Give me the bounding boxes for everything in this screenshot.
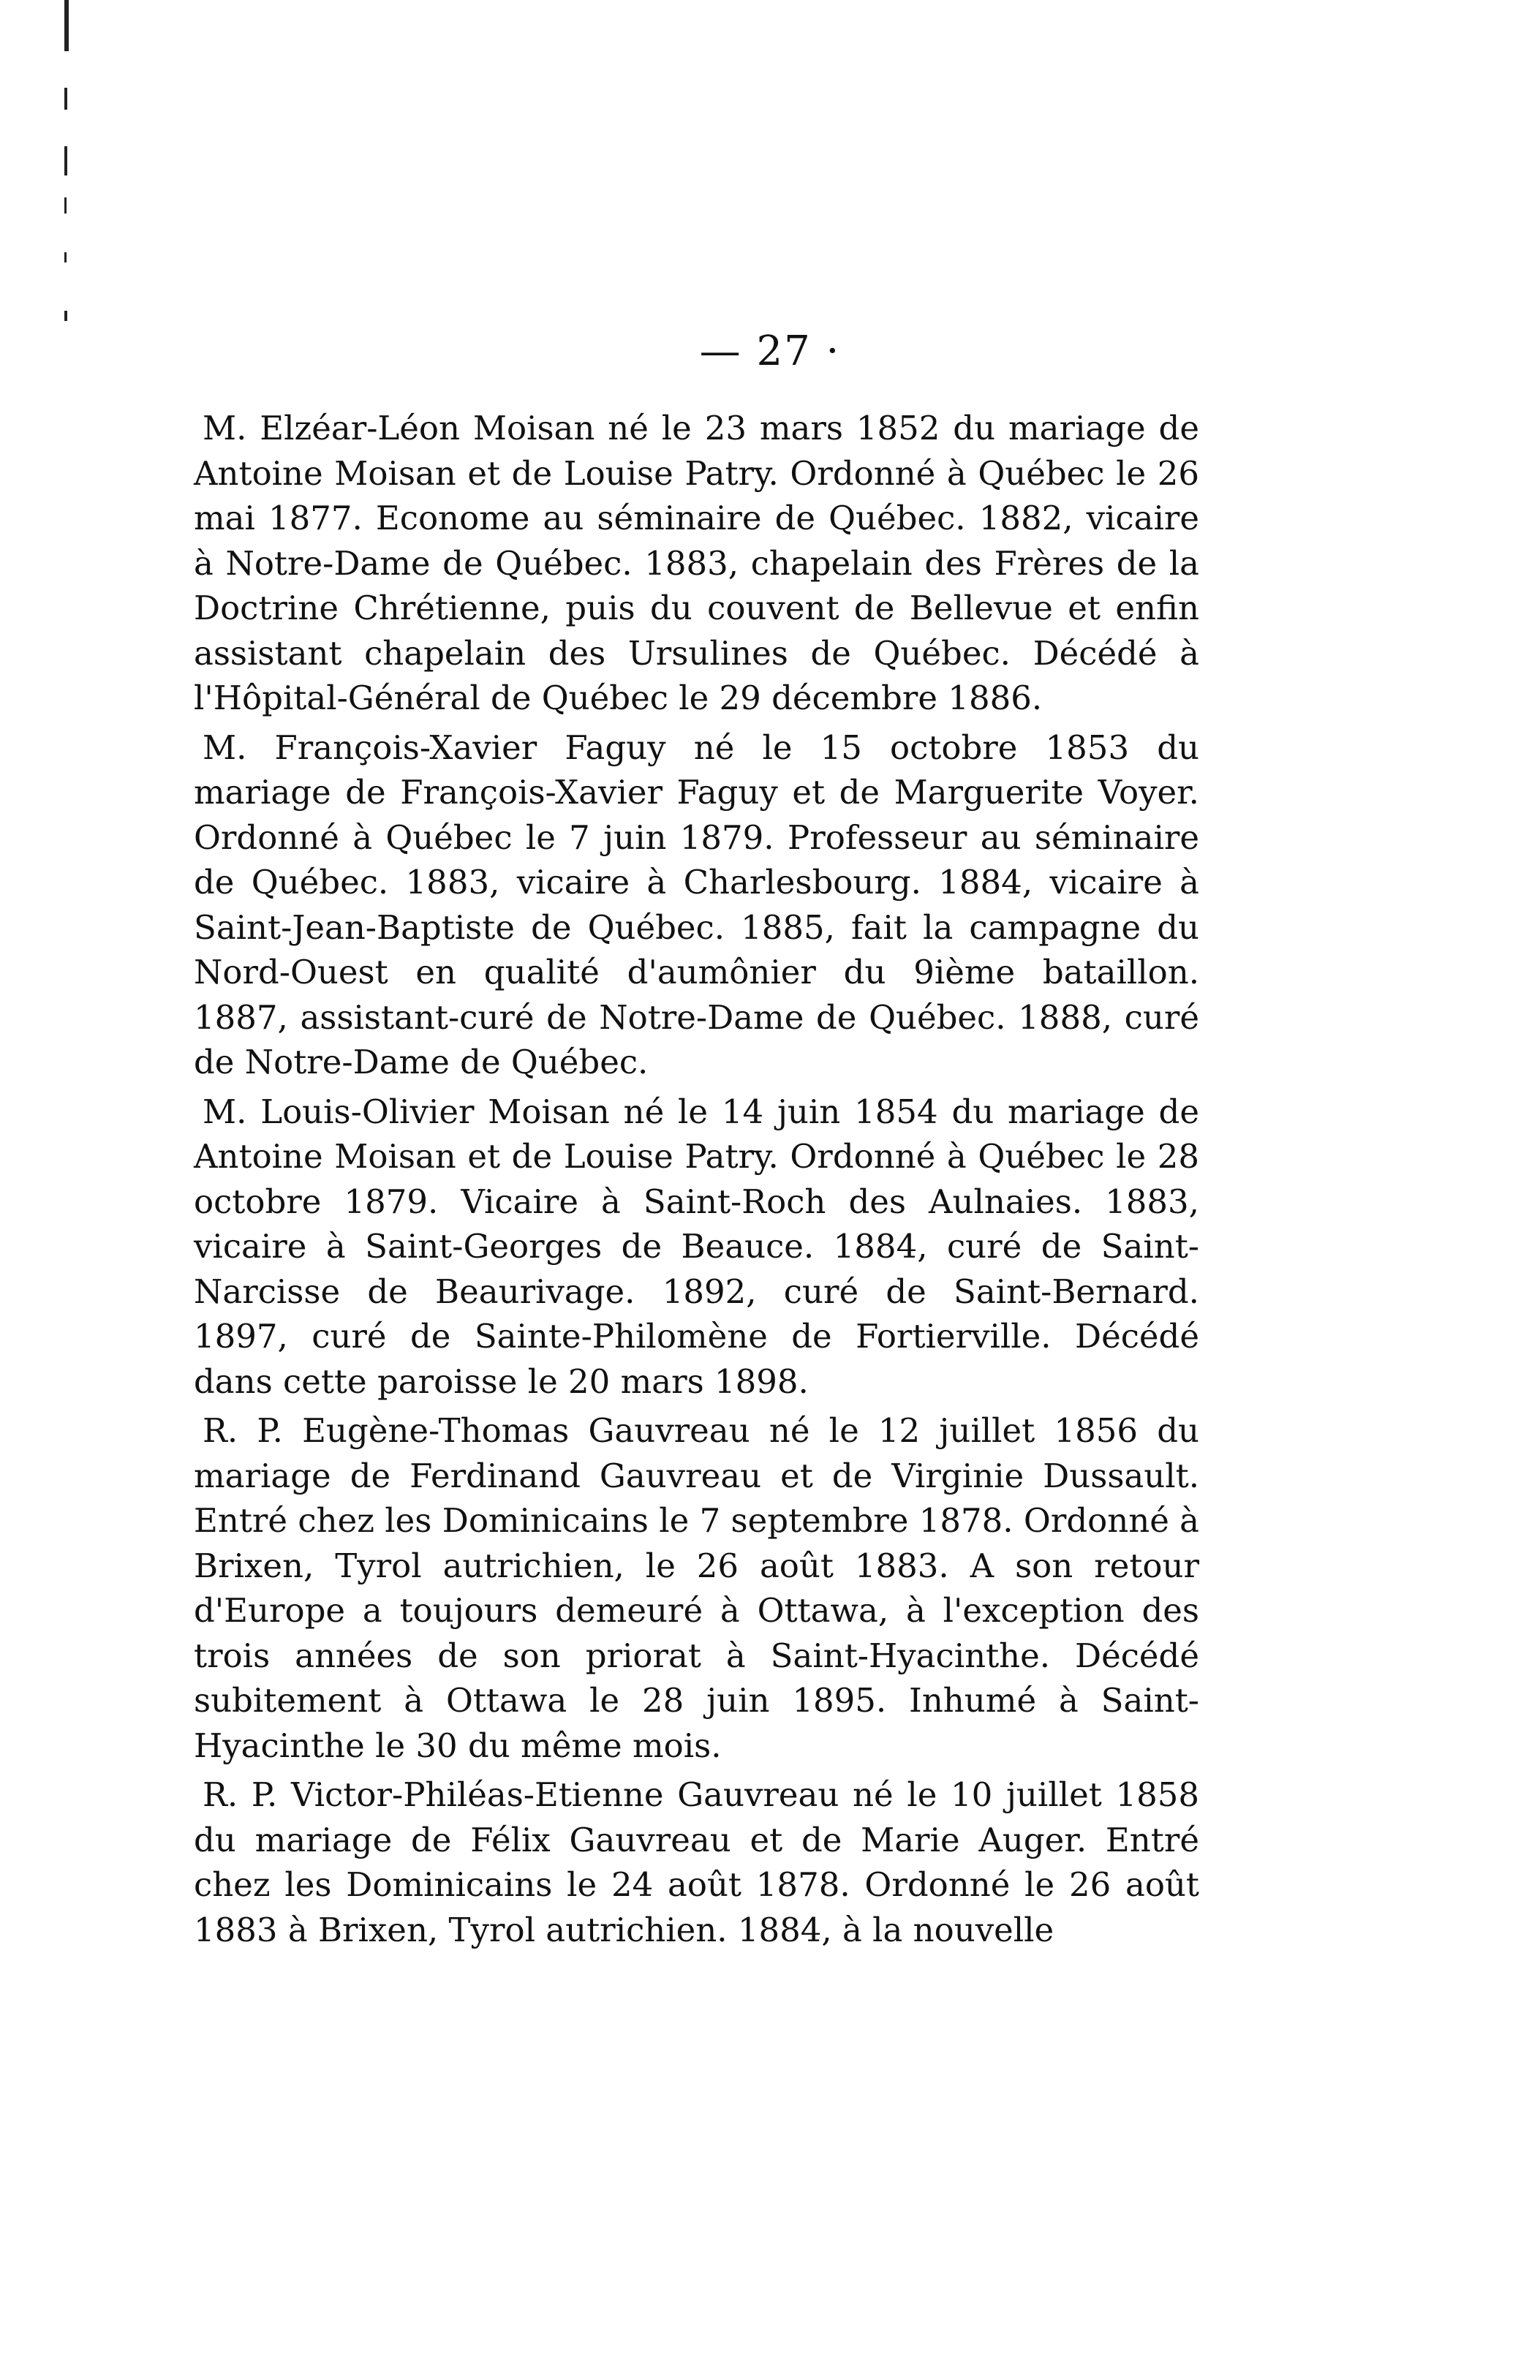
scan-edge-mark xyxy=(64,88,67,110)
body-text xyxy=(194,406,1199,1957)
scan-edge-mark xyxy=(64,252,67,262)
entry-eugene-thomas-gauvreau: R. P. Eugène-Thomas Gauvreau né le 12 juillet 1856 du mariage de Ferdinand Gauvreau et de Virginie Dussault. Entré chez les Dominicains le 7 septembre 1878. Ordonné à Brixen, Tyrol autrichien, le 26 août 1883. A son retour d'Europe a toujours demeuré à Ottawa, à l'exception des trois années de son priorat à Saint-Hyacinthe. Décédé subitement à Ottawa le 28 juin 1895. Inhumé à Saint-Hyacinthe le 30 du même mois. xyxy=(194,1411,1199,1765)
page-number: — 27 · xyxy=(699,328,841,375)
entry-francois-xavier-faguy: M. François-Xavier Faguy né le 15 octobre 1853 du mariage de François-Xavier Faguy et de Marguerite Voyer. Ordonné à Québec le 7 juin 1879. Professeur au séminaire de Québec. 1883, vicaire à Charlesbourg. 1884, vicaire à Saint-Jean-Baptiste de Québec. 1885, fait la campagne du Nord-Ouest en qualité d'aumônier du 9ième bataillon. 1887, assistant-curé de Notre-Dame de Québec. 1888, curé de Notre-Dame de Québec. xyxy=(194,728,1199,1081)
entry-victor-phileas-etienne-gauvreau: R. P. Victor-Philéas-Etienne Gauvreau né le 10 juillet 1858 du mariage de Félix Gauvreau et de Marie Auger. Entré chez les Dominicains le 24 août 1878. Ordonné le 26 août 1883 à Brixen, Tyrol autrichien. 1884, à la nouvelle xyxy=(194,1775,1199,1949)
scan-edge-mark xyxy=(64,0,69,51)
scan-edge-mark xyxy=(64,197,67,214)
scan-edge-mark xyxy=(64,311,67,321)
entry-elzear-leon-moisan: M. Elzéar-Léon Moisan né le 23 mars 1852 du mariage de Antoine Moisan et de Louise Patry. Ordonné à Québec le 26 mai 1877. Econome au séminaire de Québec. 1882, vicaire à Notre-Dame de Québec. 1883, chapelain des Frères de la Doctrine Chrétienne, puis du couvent de Bellevue et enfin assistant chapelain des Ursulines de Québec. Décédé à l'Hôpital-Général de Québec le 29 décembre 1886. xyxy=(194,409,1199,717)
entry-louis-olivier-moisan: M. Louis-Olivier Moisan né le 14 juin 1854 du mariage de Antoine Moisan et de Louise Patry. Ordonné à Québec le 28 octobre 1879. Vicaire à Saint-Roch des Aulnaies. 1883, vicaire à Saint-Georges de Beauce. 1884, curé de Saint-Narcisse de Beaurivage. 1892, curé de Saint-Bernard. 1897, curé de Sainte-Philomène de Fortierville. Décédé dans cette paroisse le 20 mars 1898. xyxy=(194,1092,1199,1401)
scan-edge-mark xyxy=(64,146,67,175)
